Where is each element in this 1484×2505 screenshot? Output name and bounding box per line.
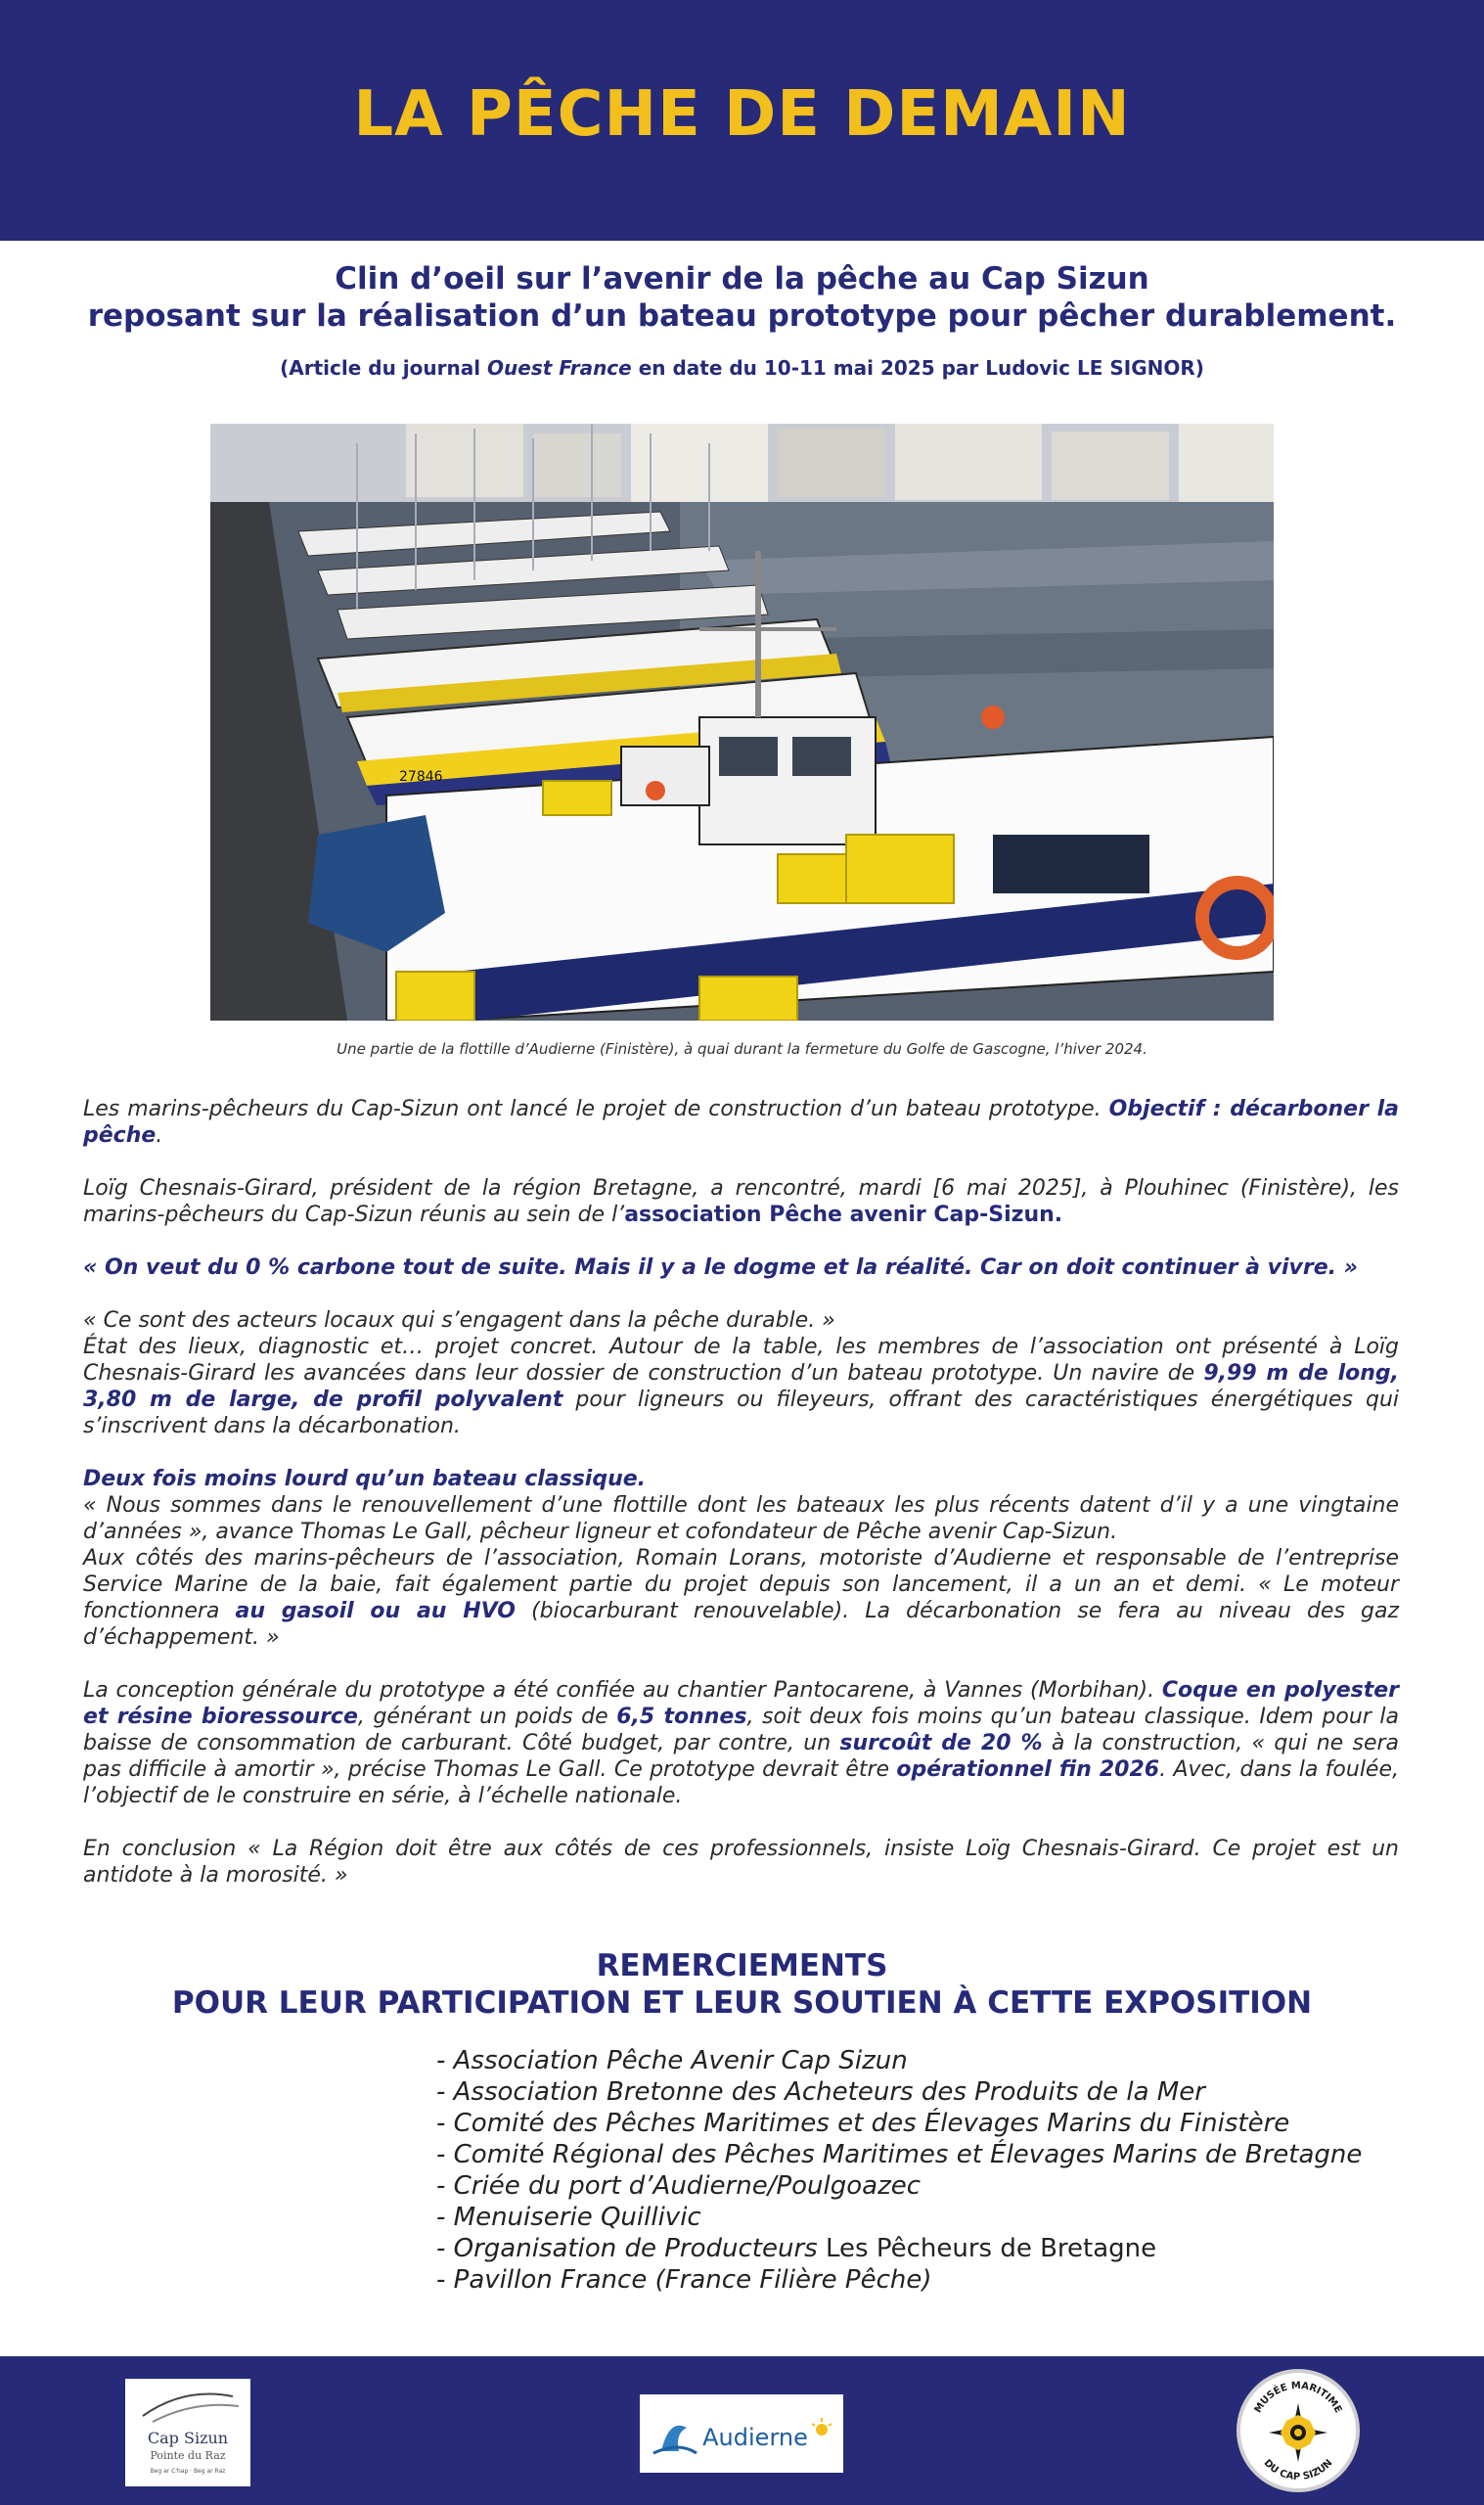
thanks-item: - Association Pêche Avenir Cap Sizun bbox=[436, 2046, 908, 2075]
audierne-logo bbox=[640, 2394, 843, 2473]
logo-musee-top: MUSÉE MARITIME bbox=[1252, 2380, 1344, 2415]
thanks-item: - Association Bretonne des Acheteurs des Produits de la Mer bbox=[436, 2077, 1205, 2107]
thanks-item: - Pavillon France (France Filière Pêche) bbox=[436, 2265, 932, 2295]
logo-cap-line-2: Pointe du Raz bbox=[150, 2449, 226, 2462]
p1-text: Les marins-pêcheurs du Cap-Sizun ont lancé le projet de construction d’un bateau prototype. bbox=[83, 1097, 1109, 1121]
thanks-item: - Comité des Pêches Maritimes et des Élevages Marins du Finistère bbox=[436, 2109, 1290, 2138]
p4-text: Aux côtés des marins-pêcheurs de l’association, Romain Lorans, motoriste d’Audierne et responsable de l’entreprise Service Marine de la baie, fait également partie du projet depuis son lancement, il a un an et demi. « Le moteur fonctionnera bbox=[83, 1546, 1399, 1623]
paragraph-1 bbox=[83, 1096, 1399, 1149]
subtitle-line-2: reposant sur la réalisation d’un bateau prototype pour pêcher durablement. bbox=[87, 298, 1397, 334]
logo-audierne-text: Audierne bbox=[702, 2424, 808, 2451]
paragraph-3 bbox=[83, 1307, 1399, 1439]
paragraph-5 bbox=[83, 1677, 1399, 1809]
paragraph-4 bbox=[83, 1466, 1399, 1651]
p3-line-1: « Ce sont des acteurs locaux qui s’engagent dans la pêche durable. » bbox=[83, 1308, 835, 1333]
p2-text: Loïg Chesnais-Girard, président de la région Bretagne, a rencontré, mardi [6 mai 2025], à Plouhinec (Finistère), les marins-pêcheurs du Cap-Sizun réunis au sein de l’ bbox=[83, 1176, 1399, 1227]
logo-cap-line-1: Cap Sizun bbox=[147, 2429, 229, 2447]
p4-heading: Deux fois moins lourd qu’un bateau classique. bbox=[83, 1467, 647, 1491]
p5-d: à la construction, « qui ne sera pas difficile à amortir », précise Thomas Le Gall. Ce prototype devrait être bbox=[83, 1731, 1400, 1782]
photo-caption: Une partie de la flottille d’Audierne (Finistère), à quai durant la fermeture du Golfe de Gascogne, l’hiver 2024. bbox=[337, 1040, 1147, 1058]
source-after: en date du 10-11 mai 2025 par Ludovic LE SIGNOR) bbox=[631, 356, 1204, 380]
thanks-item-7-italic: - Organisation de Producteurs bbox=[436, 2234, 826, 2263]
subtitle bbox=[59, 260, 1425, 335]
paragraph-2 bbox=[83, 1175, 1399, 1228]
p4-line-1: « Nous sommes dans le renouvellement d’une flottille dont les bateaux les plus récents datent d’il y a une vingtaine d’années », avance Thomas Le Gall, pêcheur ligneur et cofondateur de Pêche avenir Cap-Sizun. bbox=[83, 1493, 1399, 1544]
p5-highlight-1: Coque en polyester et résine bioressource bbox=[83, 1678, 1399, 1729]
p5-a: La conception générale du prototype a été confiée au chantier Pantocarene, à Vannes (Morbihan). bbox=[83, 1678, 1162, 1703]
article-source bbox=[59, 356, 1425, 380]
thanks-list bbox=[436, 2045, 1415, 2296]
harbour-photo bbox=[210, 424, 1274, 1021]
logo-musee-bottom: DU CAP SIZUN bbox=[1261, 2457, 1335, 2483]
p5-highlight-3: surcoût de 20 % bbox=[839, 1731, 1043, 1755]
cap-sizun-logo bbox=[125, 2379, 250, 2486]
p1-highlight: Objectif : décarboner la pêche bbox=[83, 1097, 1399, 1148]
p2-highlight: association Pêche avenir Cap-Sizun. bbox=[624, 1203, 1063, 1227]
thanks-item: - Criée du port d’Audierne/Poulgoazec bbox=[436, 2171, 922, 2201]
quote-1: « On veut du 0 % carbone tout de suite. Mais il y a le dogme et la réalité. Car on doit continuer à vivre. » bbox=[83, 1255, 1358, 1280]
logo-cap-line-3: Beg ar C'hap · Beg ar Raz bbox=[150, 2468, 226, 2475]
p4-highlight: au gasoil ou au HVO bbox=[235, 1599, 516, 1623]
p3-end: pour ligneurs ou fileyeurs, offrant des caractéristiques énergétiques qui s’inscrivent dans la décarbonation. bbox=[83, 1388, 1399, 1438]
p5-b: , générant un poids de bbox=[357, 1705, 617, 1729]
page-title: LA PÊCHE DE DEMAIN bbox=[353, 78, 1131, 151]
source-before: (Article du journal bbox=[280, 356, 488, 380]
p3-text: État des lieux, diagnostic et… projet concret. Autour de la table, les membres de l’association ont présenté à Loïg Chesnais-Girard les avancées dans leur dossier de construction d’un bateau prototype. Un navire de bbox=[83, 1335, 1399, 1386]
thanks-title-line-2: POUR LEUR PARTICIPATION ET LEUR SOUTIEN À CETTE EXPOSITION bbox=[171, 1985, 1313, 2021]
subtitle-line-1: Clin d’oeil sur l’avenir de la pêche au Cap Sizun bbox=[335, 261, 1149, 296]
musee-maritime-logo bbox=[1237, 2369, 1360, 2492]
thanks-item-7-normal: Les Pêcheurs de Bretagne bbox=[825, 2234, 1157, 2263]
p3-highlight: 9,99 m de long, 3,80 m de large, de profil polyvalent bbox=[83, 1361, 1399, 1412]
harbour-photo-illustration bbox=[210, 424, 1274, 1021]
thanks-title bbox=[59, 1947, 1425, 2022]
paragraph-6: En conclusion « La Région doit être aux côtés de ces professionnels, insiste Loïg Chesnais-Girard. Ce projet est un antidote à la morosité. » bbox=[83, 1837, 1399, 1888]
article-body bbox=[83, 1096, 1399, 1889]
p5-highlight-4: opérationnel fin 2026 bbox=[896, 1757, 1160, 1782]
p5-highlight-2: 6,5 tonnes bbox=[616, 1705, 747, 1729]
p5-e: . Avec, dans la foulée, l’objectif de le construire en série, à l’échelle nationale. bbox=[83, 1757, 1399, 1808]
thanks-item: - Menuiserie Quillivic bbox=[436, 2203, 701, 2232]
thanks-item bbox=[436, 2233, 1415, 2264]
boat-number: 27846 bbox=[399, 769, 443, 785]
thanks-title-line-1: REMERCIEMENTS bbox=[596, 1948, 888, 1983]
p4-end: (biocarburant renouvelable). La décarbonation se fera au niveau des gaz d’échappement. » bbox=[83, 1599, 1400, 1650]
p1-end: . bbox=[156, 1123, 163, 1148]
source-newspaper: Ouest France bbox=[487, 356, 632, 380]
p5-c: , soit deux fois moins qu’un bateau classique. Idem pour la baisse de consommation de carburant. Côté budget, par contre, un bbox=[83, 1705, 1399, 1755]
thanks-item: - Comité Régional des Pêches Maritimes et Élevages Marins de Bretagne bbox=[436, 2140, 1363, 2169]
